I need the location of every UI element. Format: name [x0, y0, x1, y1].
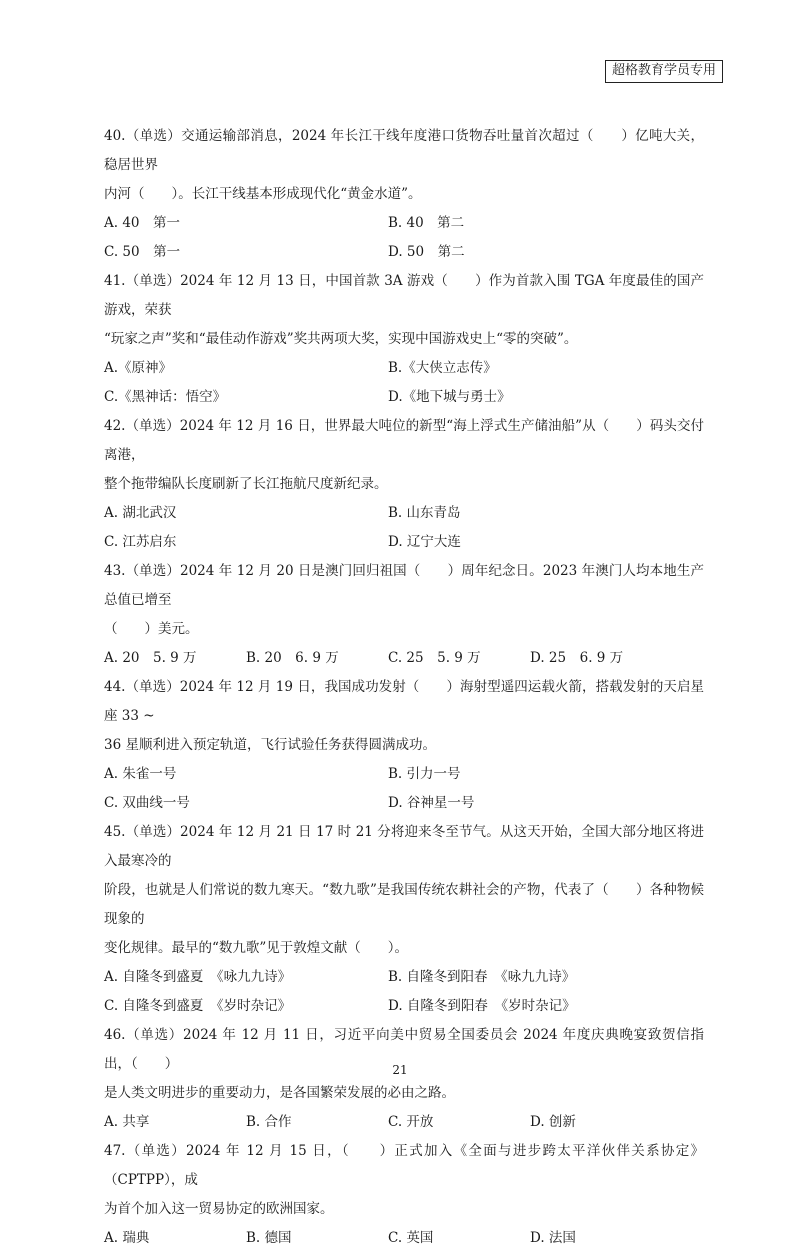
option-d[interactable]: D. 谷神星一号 — [388, 795, 475, 811]
options — [104, 1224, 704, 1253]
question-text-line: 整个拖带编队长度刷新了长江拖航尺度新纪录。 — [104, 476, 388, 492]
question-text-line: 40.（单选）交通运输部消息，2024 年长江干线年度港口货物吞吐量首次超过（ ）亿吨大关，稳居世界 — [104, 128, 704, 173]
options — [104, 354, 704, 412]
option-b[interactable]: B. 自隆冬到阳春 《咏九九诗》 — [388, 969, 576, 985]
option-b[interactable]: B. 20 6. 9 万 — [246, 650, 339, 666]
option-a[interactable]: A. 20 5. 9 万 — [104, 650, 197, 666]
option-c[interactable]: C. 双曲线一号 — [104, 795, 190, 811]
options — [104, 1108, 704, 1137]
option-b[interactable]: B. 40 第二 — [388, 215, 465, 231]
option-a[interactable]: A.《原神》 — [104, 360, 173, 376]
option-b[interactable]: B. 山东青岛 — [388, 505, 461, 521]
option-c[interactable]: C.《黑神话：悟空》 — [104, 389, 227, 405]
option-d[interactable]: D. 自隆冬到阳春 《岁时杂记》 — [388, 998, 576, 1014]
question-41 — [104, 267, 704, 412]
question-text-line: 41.（单选）2024 年 12 月 13 日，中国首款 3A 游戏（ ）作为首款入围 TGA 年度最佳的国产游戏，荣获 — [104, 273, 704, 318]
question-text-line: 变化规律。最早的“数九歌”见于敦煌文献（ ）。 — [104, 940, 409, 956]
option-d[interactable]: D.《地下城与勇士》 — [388, 389, 511, 405]
options — [104, 499, 704, 557]
question-text-line: 44.（单选）2024 年 12 月 19 日，我国成功发射（ ）海射型遥四运载火箭，搭载发射的天启星座 33 ~ — [104, 679, 704, 724]
question-text-line: 为首个加入这一贸易协定的欧洲国家。 — [104, 1201, 334, 1217]
options — [104, 760, 704, 818]
option-a[interactable]: A. 湖北武汉 — [104, 505, 177, 521]
option-c[interactable]: C. 自隆冬到盛夏 《岁时杂记》 — [104, 998, 292, 1014]
question-text-line: 45.（单选）2024 年 12 月 21 日 17 时 21 分将迎来冬至节气。从这天开始，全国大部分地区将进入最寒冷的 — [104, 824, 704, 869]
question-text-line: 36 星顺利进入预定轨道，飞行试验任务获得圆满成功。 — [104, 737, 436, 753]
question-text-line: 是人类文明进步的重要动力，是各国繁荣发展的必由之路。 — [104, 1085, 455, 1101]
question-text-line: 47.（单选）2024 年 12 月 15 日，（ ）正式加入《全面与进步跨太平洋伙伴关系协定》（CPTPP），成 — [104, 1143, 704, 1188]
question-text-line: 43.（单选）2024 年 12 月 20 日是澳门回归祖国（ ）周年纪念日。2023 年澳门人均本地生产总值已增至 — [104, 563, 704, 608]
question-list — [104, 122, 704, 1253]
option-a[interactable]: A. 自隆冬到盛夏 《咏九九诗》 — [104, 969, 292, 985]
options — [104, 209, 704, 267]
question-text-line: 46.（单选）2024 年 12 月 11 日，习近平向美中贸易全国委员会 2024 年度庆典晚宴致贺信指出，（ ） — [104, 1027, 704, 1072]
option-d[interactable]: D. 50 第二 — [388, 244, 465, 260]
watermark-badge: 超格教育学员专用 — [605, 60, 723, 83]
option-a[interactable]: A. 40 第一 — [104, 215, 181, 231]
option-c[interactable]: C. 25 5. 9 万 — [388, 650, 481, 666]
question-45 — [104, 818, 704, 1021]
option-c[interactable]: C. 开放 — [388, 1114, 434, 1130]
question-text-line: 42.（单选）2024 年 12 月 16 日，世界最大吨位的新型“海上浮式生产储油船”从（ ）码头交付离港， — [104, 418, 704, 463]
question-text-line: 阶段，也就是人们常说的数九寒天。“数九歌”是我国传统农耕社会的产物，代表了（ ）各种物候现象的 — [104, 882, 704, 927]
question-text-line: （ ）美元。 — [104, 621, 199, 637]
page-number: 21 — [392, 1063, 408, 1077]
options — [104, 963, 704, 1021]
option-b[interactable]: B. 引力一号 — [388, 766, 461, 782]
options — [104, 644, 704, 673]
question-42 — [104, 412, 704, 557]
option-d[interactable]: D. 辽宁大连 — [388, 534, 461, 550]
question-text-line: 内河（ ）。长江干线基本形成现代化“黄金水道”。 — [104, 186, 422, 202]
option-d[interactable]: D. 创新 — [530, 1114, 576, 1130]
option-d[interactable]: D. 法国 — [530, 1230, 576, 1246]
question-43 — [104, 557, 704, 673]
question-47 — [104, 1137, 704, 1253]
option-a[interactable]: A. 共享 — [104, 1114, 150, 1130]
question-text-line: “玩家之声”奖和“最佳动作游戏”奖共两项大奖，实现中国游戏史上“零的突破”。 — [104, 331, 578, 347]
question-44 — [104, 673, 704, 818]
option-c[interactable]: C. 江苏启东 — [104, 534, 177, 550]
option-b[interactable]: B. 合作 — [246, 1114, 292, 1130]
option-c[interactable]: C. 50 第一 — [104, 244, 181, 260]
option-b[interactable]: B.《大侠立志传》 — [388, 360, 497, 376]
question-46 — [104, 1021, 704, 1137]
option-c[interactable]: C. 英国 — [388, 1230, 434, 1246]
option-d[interactable]: D. 25 6. 9 万 — [530, 650, 624, 666]
option-a[interactable]: A. 瑞典 — [104, 1230, 150, 1246]
option-b[interactable]: B. 德国 — [246, 1230, 292, 1246]
question-40 — [104, 122, 704, 267]
option-a[interactable]: A. 朱雀一号 — [104, 766, 177, 782]
